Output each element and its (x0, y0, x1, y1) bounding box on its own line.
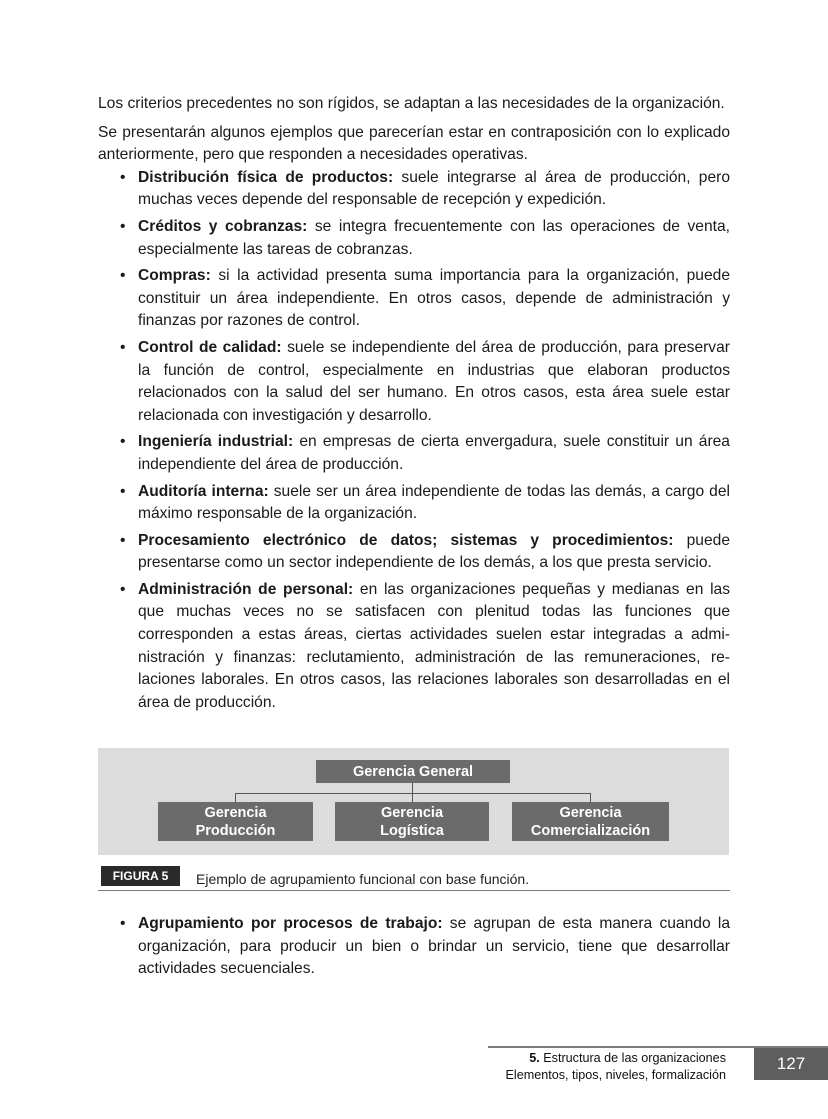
bullet-list (98, 913, 730, 981)
bullet-text: se integra frecuentemente con las operaciones de venta, especialmente las tareas de cobranzas. (138, 217, 730, 258)
list-item (98, 431, 730, 476)
list-item (98, 337, 730, 427)
bullet-text: puede presentarse como un sector independiente de los demás, a los que presta servicio. (138, 531, 730, 572)
bullet-text: suele se independiente del área de producción, para preservar la función de control, especialmente en industrias que elaboran productos relacionados con la salud del ser humano. En otros casos, esta área suele estar relacionada con investigación y desarrollo. (138, 338, 730, 424)
figure-caption-text: Ejemplo de agrupamiento funcional con base función. (196, 871, 530, 887)
bullet-term: Administración de personal: (138, 580, 354, 598)
bullet-icon: • (120, 580, 126, 598)
list-item (98, 481, 730, 526)
bullet-term: Créditos y cobranzas: (138, 217, 308, 235)
bullet-text: suele ser un área independiente de todas las demás, a cargo del máximo responsable de la organización. (138, 482, 730, 523)
org-box-label: Gerencia General (352, 763, 474, 780)
main-text (98, 93, 730, 714)
intro-paragraph-1: Los criterios precedentes no son rígidos, se adaptan a las necesidades de la organización. (98, 95, 725, 112)
bullet-text: en empresas de cierta envergadura, suele constituir un área independiente del área de producción. (138, 433, 730, 473)
figure-label: FIGURA 5 (101, 866, 180, 886)
bullet-text: si la actividad presenta suma importancia para la organización, puede constituir un área independiente. En otros casos, depende de administración y finanzas por razones de control. (138, 267, 730, 330)
list-item (98, 216, 730, 261)
connector-line-vertical (412, 793, 413, 802)
bullet-icon: • (120, 168, 126, 186)
list-item (98, 579, 730, 715)
list-item (98, 265, 730, 333)
bullet-icon: • (120, 338, 126, 356)
list-item (98, 530, 730, 575)
org-box-label-line2: Comercialización (530, 822, 651, 839)
bullet-icon: • (120, 482, 126, 500)
bullet-term: Agrupamiento por procesos de trabajo: (138, 915, 443, 932)
org-box-label-line2: Logística (380, 822, 444, 839)
footer-chapter-title: Estructura de las organizaciones (539, 1051, 726, 1065)
org-box-label-line1: Gerencia (559, 804, 622, 821)
bullet-text: suele integrarse al área de producción, pero muchas veces depende del responsable de recepción y expedición. (138, 168, 730, 209)
org-box-label-line2: Producción (195, 822, 276, 839)
org-box-gerencia-general (316, 760, 510, 783)
bullet-term: Ingeniería industrial: (138, 433, 294, 451)
bullet-list (98, 167, 730, 715)
bullet-icon: • (120, 433, 126, 451)
figure-caption (98, 866, 730, 891)
bullet-text: se agrupan de esta manera cuando la organización, para producir un bien o brindar un servicio, tiene que desarrollar actividades secuenciales. (138, 915, 731, 978)
list-item (98, 167, 730, 212)
bullet-term: Compras: (138, 267, 211, 285)
intro-paragraph-2: Se presentarán algunos ejemplos que parecerían estar en contraposición con lo explicado anteriormente, pero que responden a necesidades operativas. (98, 123, 730, 164)
bullet-icon: • (120, 217, 126, 235)
connector-line-vertical (412, 783, 413, 793)
connector-line-vertical (590, 793, 591, 802)
list-item (98, 913, 730, 981)
org-box-comercializacion (512, 802, 669, 841)
bullet-text: en las organizaciones pequeñas y medianas en las que muchas veces no se satisfacen con plenitud todas las funciones que corresponden a estas áreas, ciertas actividades suelen estar integradas a administración y finanzas: reclutamiento, administración de las remuneraciones, relaciones laborales. En otros casos, las relaciones laborales son desarrolladas en el área de producción. (138, 580, 730, 711)
bullet-icon: • (120, 915, 126, 932)
org-box-produccion (158, 802, 313, 841)
org-box-label-line1: Gerencia (380, 804, 444, 821)
footer-running-head (506, 1050, 727, 1083)
main-text-continued (98, 913, 730, 981)
footer-chapter-number: 5. (529, 1051, 540, 1065)
bullet-term: Auditoría interna: (138, 482, 269, 500)
bullet-term: Distribución física de productos: (138, 168, 394, 186)
org-box-label-line1: Gerencia (204, 804, 267, 821)
org-chart-figure (98, 748, 729, 855)
footer-subtitle: Elementos, tipos, niveles, formalización (505, 1067, 726, 1082)
footer-chapter-line (506, 1050, 727, 1067)
page-number: 127 (754, 1048, 828, 1080)
bullet-term: Procesamiento electrónico de datos; sistemas y procedimientos: (138, 531, 674, 549)
connector-line-vertical (235, 793, 236, 802)
bullet-term: Control de calidad: (138, 338, 282, 356)
bullet-icon: • (120, 531, 126, 549)
bullet-icon: • (120, 267, 126, 285)
org-box-logistica (335, 802, 489, 841)
